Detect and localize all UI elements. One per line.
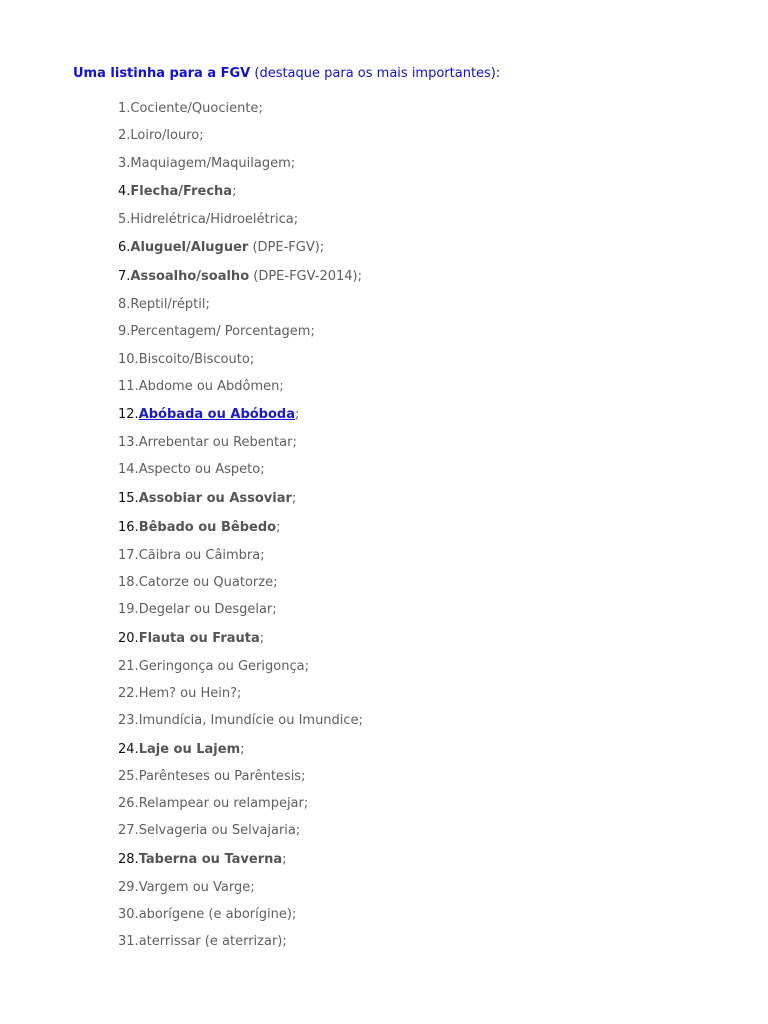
item-suffix: ; [358,713,363,728]
item-term: aborígene (e aborígine) [138,907,292,922]
item-suffix: ; [301,769,306,784]
item-suffix: ; [279,379,284,394]
item-term: Aluguel/Aluguer [130,240,249,255]
item-suffix: ; [295,823,301,838]
item-number: 4. [118,184,131,199]
list-item [118,742,245,757]
list-item [118,269,362,284]
item-term: Aspecto ou Aspeto [138,462,261,477]
item-number: 31. [118,934,139,949]
list-item [118,462,265,477]
item-term: Cãibra ou Câimbra [138,548,261,563]
heading-title: Uma listinha para a FGV [73,66,251,81]
item-term: Hem? ou Hein? [138,686,238,701]
list-item [118,686,241,701]
item-suffix: ; [291,491,297,506]
list-item [118,352,254,367]
item-term: Flecha/Frecha [130,184,233,199]
item-suffix: ; [205,297,210,312]
list-item [118,128,204,143]
item-number: 8. [118,297,131,312]
list-item [118,548,265,563]
item-suffix: ; [272,602,277,617]
item-suffix: ; [282,934,287,949]
item-term: Flauta ou Frauta [138,631,260,646]
item-number: 27. [118,823,139,838]
item-number: 17. [118,548,139,563]
item-suffix: ; [237,686,242,701]
item-term: Geringonça ou Gerigonça [138,659,305,674]
list-item [118,631,264,646]
item-suffix: ; [293,212,299,227]
item-term: Arrebentar ou Rebentar [138,435,293,450]
item-suffix: ; [250,880,255,895]
item-term: Assobiar ou Assoviar [138,491,292,506]
item-number: 30. [118,907,139,922]
list-item [118,324,315,339]
item-suffix: ; [292,435,297,450]
list-item [118,823,300,838]
item-number: 20. [118,631,139,646]
item-number: 24. [118,742,139,757]
item-suffix: ; [282,852,287,867]
item-term: Relampear ou relampejar [138,796,304,811]
item-suffix: ; [249,352,255,367]
item-number: 16. [118,520,139,535]
item-suffix: ; [303,796,309,811]
item-term: Selvageria ou Selvajaria [138,823,296,838]
item-term: Maquiagem/Maquilagem [130,156,291,171]
item-term: Hidrelétrica/Hidroelétrica [130,212,294,227]
item-number: 10. [118,352,139,367]
item-number: 18. [118,575,139,590]
item-term: Imundícia, Imundície ou Imundice [138,713,359,728]
list-item[interactable] [118,407,299,422]
item-term: Cociente/Quociente [130,101,259,116]
list-item [118,602,277,617]
item-term: Vargem ou Varge [138,880,251,895]
list-item [118,297,210,312]
list-item [118,796,308,811]
list-item [118,435,297,450]
item-number: 11. [118,379,139,394]
item-term: Bêbado ou Bêbedo [138,520,277,535]
item-term: Biscoito/Biscouto [138,352,250,367]
item-number: 23. [118,713,139,728]
list-item [118,156,295,171]
item-suffix: ; [232,184,237,199]
item-term: Taberna ou Taverna [138,852,283,867]
item-suffix: ; [260,462,265,477]
list-item [118,101,263,116]
item-suffix: ; [290,156,296,171]
item-suffix: ; [259,631,265,646]
item-suffix: ; [240,742,245,757]
item-number: 7. [118,269,131,284]
item-number: 14. [118,462,139,477]
item-number: 15. [118,491,139,506]
item-number: 6. [118,240,131,255]
item-number: 1. [118,101,131,116]
item-term-link[interactable]: Abóbada ou Abóboda [138,407,295,422]
item-term: Catorze ou Quatorze [138,575,274,590]
list-item [118,240,324,255]
list-item [118,934,287,949]
item-number: 26. [118,796,139,811]
list-item [118,575,277,590]
item-number: 21. [118,659,139,674]
item-number: 5. [118,212,131,227]
item-number: 28. [118,852,139,867]
list-item [118,713,363,728]
item-suffix: ; [291,907,297,922]
list-item [118,379,284,394]
item-suffix: ; [310,324,315,339]
item-suffix: ; [295,407,300,422]
list-item [118,852,287,867]
item-term: Laje ou Lajem [138,742,241,757]
item-suffix: ; [304,659,309,674]
item-suffix: (DPE-FGV); [248,240,325,255]
list-item [118,520,280,535]
item-number: 22. [118,686,139,701]
item-suffix: ; [258,101,263,116]
item-term: Assoalho/soalho [130,269,250,284]
item-term: Parênteses ou Parêntesis [138,769,302,784]
list-item [118,184,236,199]
item-term: Abdome ou Abdômen [138,379,280,394]
heading-subtitle: (destaque para os mais importantes): [250,66,501,81]
item-suffix: ; [276,520,281,535]
item-term: Degelar ou Desgelar [138,602,273,617]
item-suffix: ; [199,128,204,143]
item-term: Loiro/louro [130,128,200,143]
item-number: 2. [118,128,131,143]
page-heading [73,66,500,81]
list-item [118,491,296,506]
item-number: 12. [118,407,139,422]
item-suffix: ; [273,575,278,590]
item-term: Reptil/réptil [130,297,206,312]
item-number: 25. [118,769,139,784]
list-item [118,880,255,895]
item-suffix: (DPE-FGV-2014); [249,269,362,284]
item-term: Percentagem/ Porcentagem [130,324,311,339]
list-item [118,659,309,674]
list-item [118,907,296,922]
item-number: 3. [118,156,131,171]
item-number: 29. [118,880,139,895]
item-number: 19. [118,602,139,617]
item-suffix: ; [260,548,265,563]
item-number: 13. [118,435,139,450]
list-item [118,212,298,227]
list-item [118,769,305,784]
item-number: 9. [118,324,131,339]
item-term: aterrissar (e aterrizar) [138,934,283,949]
